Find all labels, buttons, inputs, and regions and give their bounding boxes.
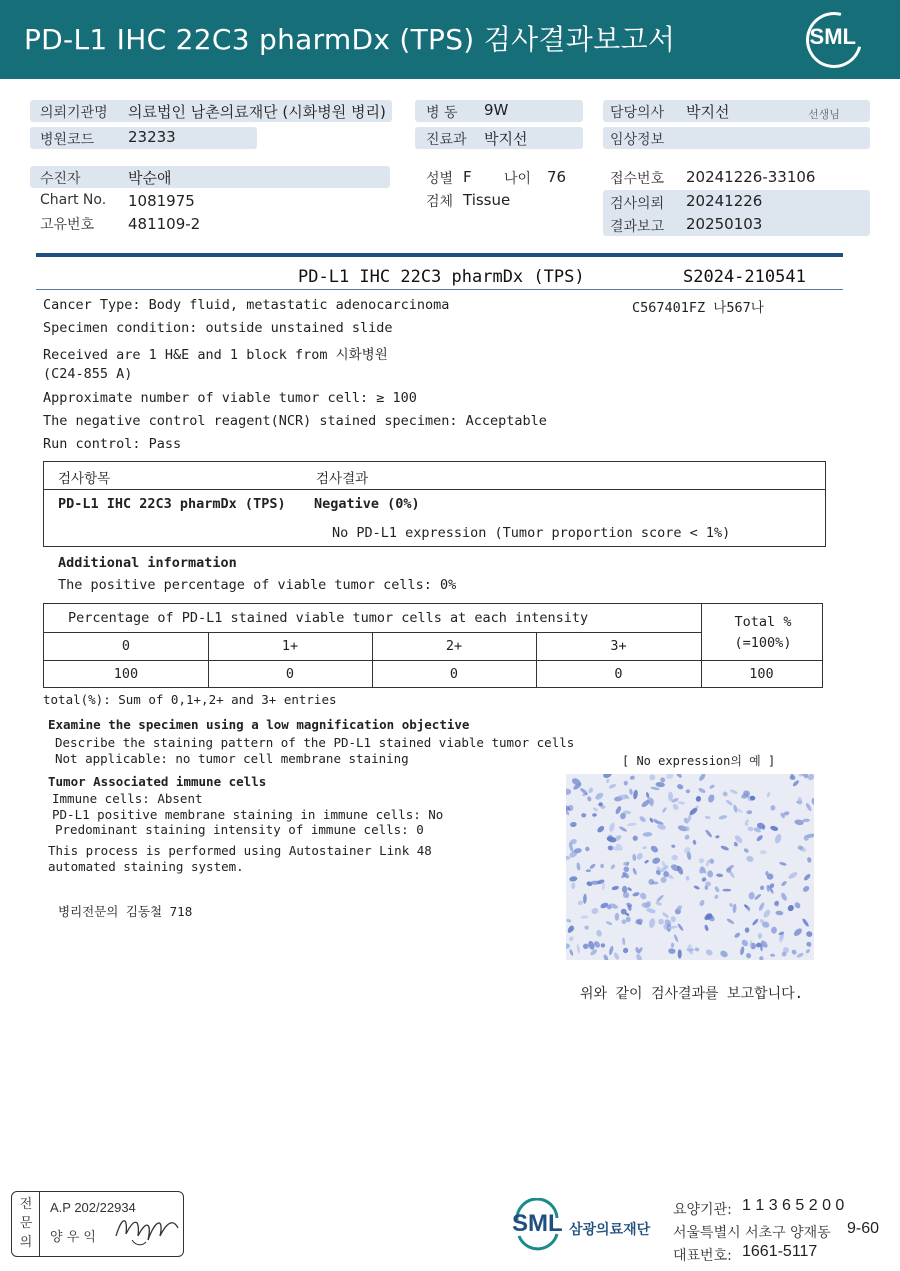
- nucleus-mark: [569, 949, 574, 957]
- report-date-label: 결과보고: [610, 219, 665, 235]
- result-col-result: 검사결과: [316, 471, 369, 487]
- institution-label: 의뢰기관명: [40, 105, 108, 121]
- nucleus-mark: [756, 834, 764, 842]
- immune-line-2: PD-L1 positive membrane staining in immune cells: No: [52, 807, 444, 822]
- stamp-name: 양 우 익: [50, 1230, 96, 1245]
- nucleus-mark: [671, 855, 678, 861]
- table-hline-2: [44, 660, 822, 661]
- nucleus-mark: [787, 871, 798, 880]
- nucleus-mark: [676, 783, 684, 790]
- nucleus-mark: [636, 852, 644, 861]
- value-2plus: 0: [449, 666, 459, 682]
- nucleus-mark: [773, 900, 780, 907]
- nucleus-mark: [643, 832, 653, 837]
- specimen-value: Tissue: [463, 191, 511, 209]
- nucleus-mark: [780, 892, 788, 902]
- nucleus-mark: [692, 839, 697, 845]
- nucleus-mark: [780, 880, 787, 887]
- handwritten-signature-icon: [112, 1206, 182, 1250]
- nucleus-mark: [622, 947, 629, 954]
- nucleus-mark: [570, 821, 577, 827]
- nucleus-mark: [585, 846, 590, 852]
- nucleus-mark: [608, 945, 614, 955]
- nucleus-mark: [684, 834, 691, 841]
- nucleus-mark: [655, 782, 665, 788]
- nucleus-mark: [671, 844, 675, 848]
- footer-code: 1 1 3 6 5 2 0 0: [742, 1197, 845, 1214]
- nucleus-mark: [745, 952, 752, 959]
- nucleus-mark: [603, 954, 610, 960]
- immune-line-4: This process is performed using Autostainer Link 48: [48, 843, 432, 858]
- nucleus-mark: [726, 918, 735, 925]
- report-line-3: Received are 1 H&E and 1 block from 시화병원: [43, 347, 388, 363]
- dept-value: 박지선: [484, 130, 528, 148]
- nucleus-mark: [728, 869, 736, 879]
- patient-value: 박순애: [128, 169, 172, 187]
- nucleus-mark: [594, 791, 605, 801]
- nucleus-mark: [758, 902, 766, 912]
- nucleus-mark: [600, 864, 604, 869]
- micrograph-image: [566, 774, 814, 960]
- nucleus-mark: [704, 924, 709, 931]
- nucleus-mark: [656, 894, 664, 902]
- nucleus-mark: [766, 791, 771, 797]
- nucleus-mark: [606, 779, 609, 784]
- nucleus-mark: [629, 788, 633, 795]
- patient-label: 수진자: [40, 171, 81, 187]
- examine-line-1: Describe the staining pattern of the PD-L1 stained viable tumor cells: [55, 735, 575, 750]
- col-2plus-header: 2+: [445, 638, 463, 654]
- nucleus-mark: [803, 873, 811, 881]
- nucleus-mark: [661, 807, 667, 814]
- value-total: 100: [749, 666, 774, 682]
- examine-title: Examine the specimen using a low magnification objective: [48, 717, 470, 732]
- patient-pill: [30, 166, 390, 188]
- nucleus-mark: [704, 829, 712, 838]
- nucleus-mark: [566, 789, 571, 796]
- nucleus-mark: [698, 774, 707, 782]
- institution-value: 의료법인 남촌의료재단 (시화병원 병리): [128, 103, 386, 121]
- footer-phone-label: 대표번호:: [673, 1248, 732, 1264]
- clinical-label: 임상정보: [610, 132, 665, 148]
- nucleus-mark: [747, 826, 754, 832]
- nucleus-mark: [583, 943, 589, 949]
- specimen-label: 검체: [426, 194, 454, 210]
- nucleus-mark: [646, 907, 657, 914]
- nucleus-mark: [714, 885, 721, 892]
- nucleus-mark: [638, 815, 646, 823]
- nucleus-mark: [734, 932, 742, 939]
- stamp-side-text: 전문의: [19, 1197, 33, 1250]
- immune-line-3: Predominant staining intensity of immune cells: 0: [55, 822, 424, 837]
- additional-text: The positive percentage of viable tumor cells: 0%: [58, 577, 457, 593]
- chart-value: 1081975: [128, 192, 195, 210]
- footer-org-name: 삼광의료재단: [569, 1222, 651, 1238]
- nucleus-mark: [627, 822, 637, 826]
- report-date-value: 20250103: [686, 215, 763, 233]
- nucleus-mark: [775, 910, 783, 915]
- nucleus-mark: [745, 855, 754, 863]
- nucleus-mark: [720, 845, 729, 852]
- nucleus-mark: [592, 813, 597, 817]
- nucleus-mark: [758, 933, 762, 939]
- unique-label: 고유번호: [40, 217, 95, 233]
- nucleus-mark: [739, 946, 744, 955]
- stamp-side: [12, 1192, 40, 1256]
- specialist-stamp: [11, 1191, 184, 1257]
- nucleus-mark: [614, 805, 622, 815]
- nucleus-mark: [746, 810, 752, 814]
- closing-statement: 위와 같이 검사결과를 보고합니다.: [580, 986, 804, 1002]
- nucleus-mark: [677, 923, 684, 932]
- ward-value: 9W: [484, 101, 509, 119]
- nucleus-mark: [566, 943, 570, 949]
- report-line-4: (C24-855 A): [43, 366, 133, 382]
- nucleus-mark: [621, 919, 626, 924]
- nucleus-mark: [600, 942, 606, 948]
- nucleus-mark: [694, 947, 699, 952]
- nucleus-mark: [649, 774, 655, 780]
- nucleus-mark: [672, 803, 680, 812]
- request-value: 20241226: [686, 192, 763, 210]
- nucleus-mark: [648, 918, 656, 929]
- nucleus-mark: [671, 943, 674, 948]
- doctor-suffix: 선생님: [808, 108, 840, 121]
- nucleus-mark: [645, 792, 650, 799]
- col-1plus-header: 1+: [281, 638, 299, 654]
- nucleus-mark: [584, 925, 590, 930]
- nucleus-mark: [665, 774, 674, 780]
- result-col-item: 검사항목: [58, 471, 111, 487]
- table-footnote: total(%): Sum of 0,1+,2+ and 3+ entries: [43, 692, 337, 707]
- nucleus-mark: [793, 927, 804, 937]
- nucleus-mark: [805, 941, 812, 948]
- nucleus-mark: [583, 894, 587, 904]
- nucleus-mark: [729, 903, 734, 908]
- result-box: [43, 461, 826, 547]
- report-line-7: Run control: Pass: [43, 436, 182, 452]
- sex-value: F: [463, 168, 472, 186]
- nucleus-mark: [581, 813, 586, 818]
- ward-label: 병 동: [426, 105, 458, 121]
- nucleus-mark: [629, 775, 635, 780]
- nucleus-mark: [619, 826, 628, 833]
- report-line-2: Specimen condition: outside unstained slide: [43, 320, 393, 336]
- nucleus-mark: [632, 867, 638, 875]
- nucleus-mark: [729, 789, 738, 795]
- result-value: Negative (0%): [314, 496, 420, 512]
- nucleus-mark: [580, 915, 588, 919]
- nucleus-mark: [639, 892, 648, 901]
- nucleus-mark: [771, 927, 777, 934]
- nucleus-mark: [668, 948, 676, 954]
- value-3plus: 0: [614, 666, 623, 682]
- nucleus-mark: [709, 858, 715, 865]
- nucleus-mark: [751, 918, 759, 926]
- nucleus-mark: [797, 797, 802, 805]
- nucleus-mark: [707, 794, 715, 804]
- footer-address: 서울특별시 서초구 양재동: [673, 1225, 831, 1241]
- nucleus-mark: [633, 789, 639, 799]
- specimen-code: C567401FZ 나567나: [632, 300, 764, 316]
- nucleus-mark: [792, 779, 800, 787]
- col-0-header: 0: [121, 638, 131, 654]
- nucleus-mark: [759, 956, 764, 960]
- nucleus-mark: [589, 948, 598, 956]
- intensity-header: Percentage of PD-L1 stained viable tumor cells at each intensity: [68, 610, 589, 626]
- nucleus-mark: [668, 792, 673, 801]
- report-line-5: Approximate number of viable tumor cell: ≥ 100: [43, 390, 417, 406]
- nucleus-mark: [566, 918, 572, 923]
- nucleus-mark: [705, 948, 714, 956]
- divider-thin: [36, 289, 843, 290]
- nucleus-mark: [725, 799, 733, 806]
- nucleus-mark: [801, 918, 809, 928]
- immune-title: Tumor Associated immune cells: [48, 774, 267, 789]
- dept-label: 진료과: [426, 132, 467, 148]
- nucleus-mark: [743, 847, 750, 853]
- age-value: 76: [547, 168, 567, 186]
- nucleus-mark: [698, 857, 705, 864]
- nucleus-mark: [806, 931, 813, 938]
- nucleus-mark: [732, 904, 736, 914]
- nucleus-mark: [693, 885, 700, 890]
- nucleus-mark: [718, 814, 727, 820]
- nucleus-mark: [699, 899, 706, 907]
- nucleus-mark: [602, 883, 605, 891]
- nucleus-mark: [796, 952, 804, 959]
- nucleus-mark: [635, 953, 643, 960]
- hospital-code-label: 병원코드: [40, 132, 95, 148]
- nucleus-mark: [793, 901, 801, 909]
- receipt-label: 접수번호: [610, 171, 665, 187]
- nucleus-mark: [587, 787, 594, 794]
- nucleus-mark: [635, 918, 644, 926]
- nucleus-mark: [602, 774, 613, 779]
- nucleus-mark: [787, 904, 796, 913]
- nucleus-mark: [745, 927, 750, 932]
- nucleus-mark: [709, 784, 715, 789]
- value-0: 100: [113, 666, 139, 682]
- nucleus-mark: [662, 911, 670, 918]
- nucleus-mark: [592, 807, 598, 813]
- nucleus-mark: [701, 877, 707, 883]
- report-line-6: The negative control reagent(NCR) stained specimen: Acceptable: [43, 413, 547, 429]
- nucleus-mark: [675, 774, 682, 779]
- nucleus-mark: [748, 892, 755, 900]
- result-item: PD-L1 IHC 22C3 pharmDx (TPS): [58, 496, 286, 512]
- nucleus-mark: [586, 796, 592, 802]
- nucleus-mark: [622, 886, 628, 893]
- nucleus-mark: [633, 835, 638, 840]
- report-line-1: Cancer Type: Body fluid, metastatic adenocarcinoma: [43, 297, 450, 313]
- image-caption: [ No expression의 예 ]: [622, 754, 776, 768]
- sex-label: 성별: [426, 171, 454, 187]
- doctor-value: 박지선: [686, 103, 730, 121]
- nucleus-mark: [613, 952, 620, 960]
- nucleus-mark: [762, 908, 771, 918]
- nucleus-mark: [695, 796, 701, 803]
- nucleus-mark: [571, 882, 576, 889]
- nucleus-mark: [663, 871, 669, 877]
- nucleus-mark: [608, 822, 615, 832]
- footer-address-no: 9-60: [847, 1220, 880, 1237]
- nucleus-mark: [805, 948, 811, 954]
- immune-line-5: automated staining system.: [48, 859, 244, 874]
- request-label: 검사의뢰: [610, 196, 665, 212]
- chart-label: Chart No.: [40, 192, 107, 208]
- nucleus-mark: [632, 891, 640, 897]
- nucleus-mark: [673, 934, 679, 943]
- nucleus-mark: [760, 885, 765, 890]
- report-title: PD-L1 IHC 22C3 pharmDx (TPS) 검사결과보고서: [24, 23, 676, 56]
- nucleus-mark: [578, 900, 583, 905]
- nucleus-mark: [698, 787, 707, 794]
- footer-code-label: 요양기관:: [673, 1202, 732, 1218]
- nucleus-mark: [642, 846, 647, 850]
- micrograph-cells: [566, 774, 814, 960]
- report-number: S2024-210541: [683, 267, 806, 287]
- nucleus-mark: [651, 857, 661, 865]
- nucleus-mark: [632, 854, 636, 861]
- nucleus-mark: [648, 878, 655, 885]
- nucleus-mark: [805, 802, 813, 812]
- nucleus-mark: [605, 920, 613, 925]
- nucleus-mark: [623, 780, 628, 785]
- nucleus-mark: [715, 835, 720, 839]
- nucleus-mark: [614, 913, 619, 921]
- intensity-table: [43, 603, 823, 688]
- value-1plus: 0: [285, 666, 295, 682]
- examine-line-2: Not applicable: no tumor cell membrane staining: [55, 751, 409, 766]
- nucleus-mark: [722, 889, 731, 892]
- hospital-code-value: 23233: [128, 128, 176, 146]
- divider-thick: [36, 253, 843, 257]
- report-header: [0, 0, 900, 79]
- nucleus-mark: [596, 825, 605, 834]
- nucleus-mark: [576, 944, 581, 954]
- nucleus-mark: [576, 862, 581, 870]
- nucleus-mark: [596, 929, 603, 937]
- nucleus-mark: [686, 876, 690, 881]
- nucleus-mark: [811, 798, 814, 806]
- nucleus-mark: [589, 863, 596, 870]
- nucleus-mark: [722, 791, 729, 798]
- pathologist-signature: 병리전문의 김동철 718: [58, 904, 193, 919]
- nucleus-mark: [733, 841, 739, 847]
- nucleus-mark: [644, 859, 649, 864]
- nucleus-mark: [649, 844, 659, 854]
- nucleus-mark: [716, 873, 723, 878]
- nucleus-mark: [660, 876, 667, 883]
- result-box-header: [44, 462, 825, 490]
- nucleus-mark: [655, 901, 663, 907]
- nucleus-mark: [677, 801, 685, 805]
- nucleus-mark: [802, 885, 811, 893]
- nucleus-mark: [627, 887, 632, 892]
- nucleus-mark: [770, 805, 776, 811]
- footer-phone: 1661-5117: [742, 1243, 818, 1260]
- total-header-1: Total %: [734, 614, 792, 630]
- nucleus-mark: [779, 861, 787, 866]
- nucleus-mark: [740, 938, 749, 947]
- additional-title: Additional information: [58, 555, 237, 571]
- result-detail: No PD-L1 expression (Tumor proportion score < 1%): [332, 525, 731, 541]
- age-label: 나이: [504, 171, 532, 187]
- receipt-value: 20241226-33106: [686, 168, 816, 186]
- nucleus-mark: [657, 918, 665, 926]
- nucleus-mark: [707, 870, 714, 878]
- immune-line-1: Immune cells: Absent: [52, 791, 203, 806]
- report-test-title: PD-L1 IHC 22C3 pharmDx (TPS): [298, 267, 585, 287]
- nucleus-mark: [713, 894, 719, 900]
- nucleus-mark: [791, 949, 798, 956]
- nucleus-mark: [670, 916, 676, 923]
- nucleus-mark: [760, 850, 767, 854]
- nucleus-mark: [568, 936, 574, 943]
- sml-logo-text: SML: [809, 24, 856, 49]
- doctor-label: 담당의사: [610, 105, 665, 121]
- nucleus-mark: [611, 885, 619, 891]
- stamp-ap-number: A.P 202/22934: [50, 1200, 136, 1215]
- nucleus-mark: [802, 818, 810, 822]
- nucleus-mark: [622, 937, 626, 945]
- nucleus-mark: [774, 833, 783, 844]
- nucleus-mark: [705, 816, 711, 820]
- nucleus-mark: [610, 864, 616, 870]
- nucleus-mark: [685, 789, 690, 794]
- nucleus-mark: [719, 949, 729, 958]
- nucleus-mark: [678, 949, 682, 958]
- nucleus-mark: [770, 825, 779, 832]
- nucleus-mark: [754, 893, 762, 901]
- total-header-2: (=100%): [734, 635, 792, 651]
- nucleus-mark: [657, 823, 667, 831]
- nucleus-mark: [770, 954, 775, 957]
- nucleus-mark: [591, 907, 600, 915]
- nucleus-mark: [807, 857, 813, 864]
- nucleus-mark: [586, 869, 592, 872]
- nucleus-mark: [608, 783, 617, 789]
- nucleus-mark: [569, 876, 578, 882]
- footer-logo-text: SML: [512, 1210, 563, 1237]
- unique-value: 481109-2: [128, 215, 201, 233]
- col-3plus-header: 3+: [610, 638, 627, 654]
